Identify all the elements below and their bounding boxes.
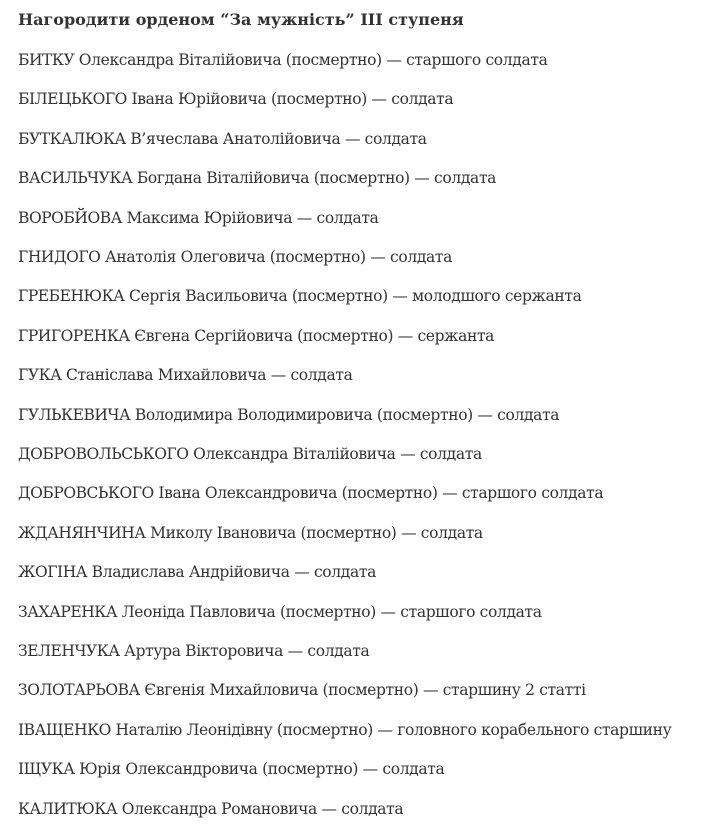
- recipient-surname: ЖОГІНА: [18, 563, 88, 581]
- recipient-surname: ВОРОБЙОВА: [18, 209, 122, 227]
- recipient-entry: [18, 719, 671, 741]
- recipient-details: Євгена Сергійовича (посмертно) — сержанта: [129, 327, 495, 345]
- recipient-surname: ЖДАНЯНЧИНА: [18, 524, 146, 542]
- recipient-details: Артура Вікторовича — солдата: [119, 642, 370, 660]
- recipient-details: Сергія Васильовича (посмертно) — молодшого сержанта: [124, 287, 582, 305]
- recipient-surname: ДОБРОВОЛЬСЬКОГО: [18, 445, 189, 463]
- recipient-entry: [18, 207, 379, 229]
- recipient-surname: ДОБРОВСЬКОГО: [18, 484, 154, 502]
- recipient-surname: ГРИГОРЕНКА: [18, 327, 130, 345]
- recipient-surname: ЗОЛОТАРЬОВА: [18, 681, 140, 699]
- decree-heading: Нагородити орденом “За мужність” III ступеня: [18, 10, 464, 29]
- recipient-entry: [18, 601, 542, 623]
- recipient-details: Івана Юрійовича (посмертно) — солдата: [126, 90, 454, 108]
- recipient-entry: [18, 128, 427, 150]
- recipient-details: Миколу Івановича (посмертно) — солдата: [145, 524, 483, 542]
- recipient-entry: [18, 167, 496, 189]
- recipient-details: Олександра Віталійовича (посмертно) — старшого солдата: [74, 51, 548, 69]
- recipient-surname: БИТКУ: [18, 51, 75, 69]
- recipient-details: Станіслава Михайловича — солдата: [61, 366, 353, 384]
- recipient-entry: [18, 482, 603, 504]
- recipient-surname: ГУЛЬКЕВИЧА: [18, 406, 131, 424]
- recipient-surname: БУТКАЛЮКА: [18, 130, 126, 148]
- recipient-details: Анатолія Олеговича (посмертно) — солдата: [100, 248, 453, 266]
- recipient-entry: [18, 758, 444, 780]
- recipient-entry: [18, 88, 453, 110]
- recipient-details: Олександра Віталійовича — солдата: [188, 445, 482, 463]
- recipient-entry: [18, 364, 352, 386]
- recipient-surname: ГУКА: [18, 366, 62, 384]
- recipient-surname: ВАСИЛЬЧУКА: [18, 169, 133, 187]
- recipient-details: Євгенія Михайловича (посмертно) — старшину 2 статті: [139, 681, 586, 699]
- recipient-entry: [18, 443, 482, 465]
- recipient-details: Юрія Олександровича (посмертно) — солдата: [74, 760, 445, 778]
- recipient-entry: [18, 561, 376, 583]
- recipient-surname: БІЛЕЦЬКОГО: [18, 90, 127, 108]
- recipient-surname: ГРЕБЕНЮКА: [18, 287, 125, 305]
- recipient-entry: [18, 679, 586, 701]
- recipient-details: Володимира Володимировича (посмертно) — солдата: [130, 406, 560, 424]
- recipient-entry: [18, 640, 369, 662]
- recipient-entry: [18, 404, 559, 426]
- recipient-entry: [18, 285, 581, 307]
- recipient-details: Івана Олександровича (посмертно) — старшого солдата: [153, 484, 604, 502]
- recipient-details: Леоніда Павловича (посмертно) — старшого солдата: [117, 603, 542, 621]
- recipient-entry: [18, 246, 452, 268]
- recipient-surname: ІЩУКА: [18, 760, 75, 778]
- recipient-entry: [18, 798, 403, 820]
- recipient-details: В’ячеслава Анатолійовича — солдата: [125, 130, 427, 148]
- recipient-surname: ЗАХАРЕНКА: [18, 603, 118, 621]
- recipient-details: Максима Юрійовича — солдата: [121, 209, 379, 227]
- recipient-entry: [18, 522, 483, 544]
- recipient-entry: [18, 325, 494, 347]
- recipient-surname: ІВАЩЕНКО: [18, 721, 111, 739]
- recipient-surname: ЗЕЛЕНЧУКА: [18, 642, 120, 660]
- recipient-details: Олександра Романовича — солдата: [117, 800, 404, 818]
- recipient-details: Владислава Андрійовича — солдата: [87, 563, 376, 581]
- recipient-details: Наталію Леонідівну (посмертно) — головного корабельного старшину: [110, 721, 672, 739]
- recipient-details: Богдана Віталійовича (посмертно) — солдата: [132, 169, 497, 187]
- recipient-surname: ГНИДОГО: [18, 248, 101, 266]
- recipient-entry: [18, 49, 547, 71]
- recipient-surname: КАЛИТЮКА: [18, 800, 118, 818]
